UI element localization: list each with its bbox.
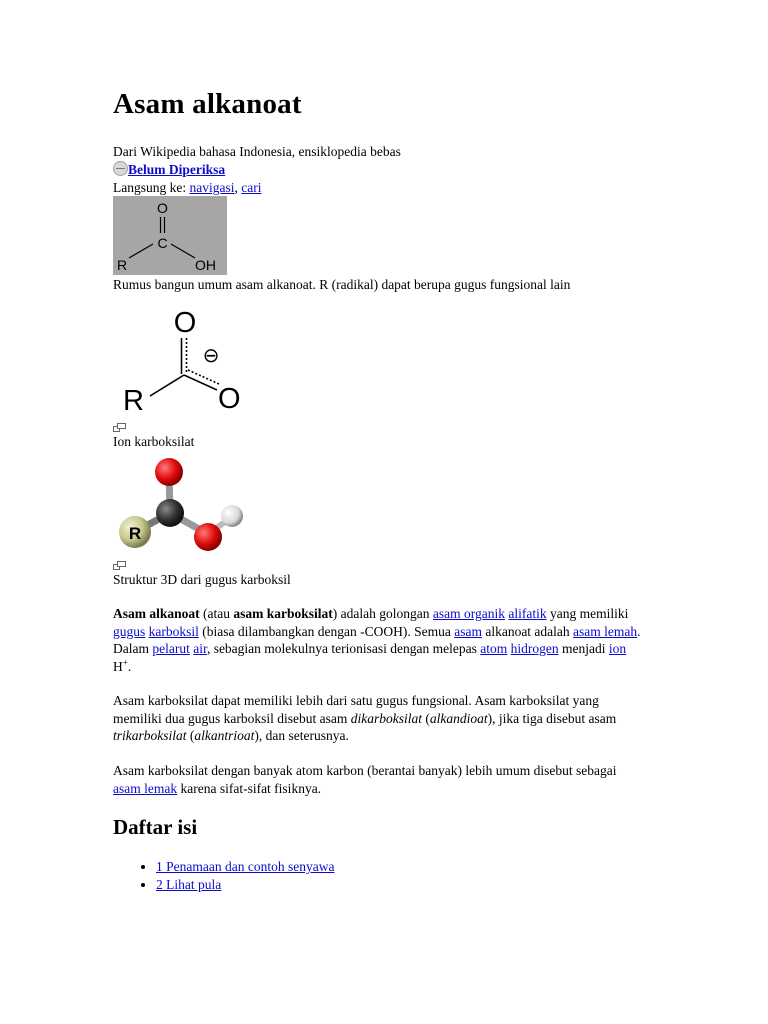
structure-o-label: O <box>157 200 168 216</box>
review-status-icon <box>113 161 128 176</box>
structure-r-label: R <box>117 257 128 273</box>
link-air[interactable]: air <box>193 641 207 656</box>
toc-item <box>156 876 334 894</box>
link-alifatik[interactable]: alifatik <box>508 606 547 621</box>
link-pelarut[interactable]: pelarut <box>152 641 190 656</box>
link-atom[interactable]: atom <box>480 641 508 656</box>
toc-link-lihat-pula[interactable]: 2 Lihat pula <box>156 877 222 892</box>
link-asam[interactable]: asam <box>454 623 482 639</box>
structure-oh-label: OH <box>195 257 216 273</box>
polycarboxylic-paragraph: Asam karboksilat dapat memiliki lebih dari satu gugus fungsional. Asam karboksilat yang memiliki dua gugus karboksil disebut asam dikarboksilat (alkandioat), jika tiga disebut asam trikarboksilat (alkantrioat), dan seterusnya. <box>113 693 617 743</box>
ion-charge-label: ⊖ <box>202 343 220 367</box>
intro-paragraph: Asam alkanoat (atau asam karboksilat) adalah golongan asam organik alifatik yang memiliki gugus karboksil (biasa dilambangkan dengan -COOH). Semua asam alkanoat adalah asam lemah. Dalam pelarut air, sebagian molekulnya terionisasi dengan melepas atom hidrogen menjadi ion H+. <box>113 606 641 674</box>
link-asam-organik[interactable]: asam organik <box>432 606 505 621</box>
ion-o-right-label: O <box>218 383 241 414</box>
jump-navigation-link[interactable]: navigasi <box>189 180 235 195</box>
review-status-link[interactable]: Belum Diperiksa <box>128 162 226 177</box>
toc-item <box>156 858 334 876</box>
link-asam-lemah[interactable]: asam lemah <box>573 623 638 639</box>
ion-r-label: R <box>123 385 144 414</box>
link-karboksil[interactable]: karboksil <box>148 623 199 639</box>
model-r-label: R <box>128 524 142 543</box>
structure-formula-image[interactable] <box>113 196 227 280</box>
toc-list <box>113 858 334 894</box>
jump-links: Langsung ke: navigasi, cari <box>113 180 262 195</box>
enlarge-icon[interactable] <box>113 423 126 432</box>
link-hidrogen[interactable]: hidrogen <box>510 641 559 656</box>
caption-3d: Struktur 3D dari gugus karboksil <box>113 572 291 587</box>
structure-c-label: C <box>157 235 168 251</box>
fatty-acid-paragraph: Asam karboksilat dengan banyak atom karbon (berantai banyak) lebih umum disebut sebagai asam lemak karena sifat-sifat fisiknya. <box>113 763 617 796</box>
toc-heading: Daftar isi <box>113 815 198 839</box>
jump-prefix: Langsung ke: <box>113 180 187 195</box>
carboxylate-ion-image[interactable] <box>113 304 253 419</box>
carboxyl-3d-model-image[interactable] <box>113 455 253 565</box>
jump-search-link[interactable]: cari <box>241 180 262 195</box>
review-status-row <box>113 161 225 178</box>
link-ion[interactable]: ion <box>608 641 627 656</box>
caption-structure: Rumus bangun umum asam alkanoat. R (radikal) dapat berupa gugus fungsional lain <box>113 277 571 292</box>
link-gugus[interactable]: gugus <box>113 623 146 639</box>
toc-link-penamaan[interactable]: 1 Penamaan dan contoh senyawa <box>156 859 335 874</box>
site-subtitle: Dari Wikipedia bahasa Indonesia, ensiklopedia bebas <box>113 144 401 159</box>
enlarge-icon[interactable] <box>113 561 126 570</box>
ion-o-top-label: O <box>173 307 197 339</box>
link-asam-lemak[interactable]: asam lemak <box>113 780 178 796</box>
caption-ion: Ion karboksilat <box>113 434 195 449</box>
page-title: Asam alkanoat <box>113 88 302 120</box>
